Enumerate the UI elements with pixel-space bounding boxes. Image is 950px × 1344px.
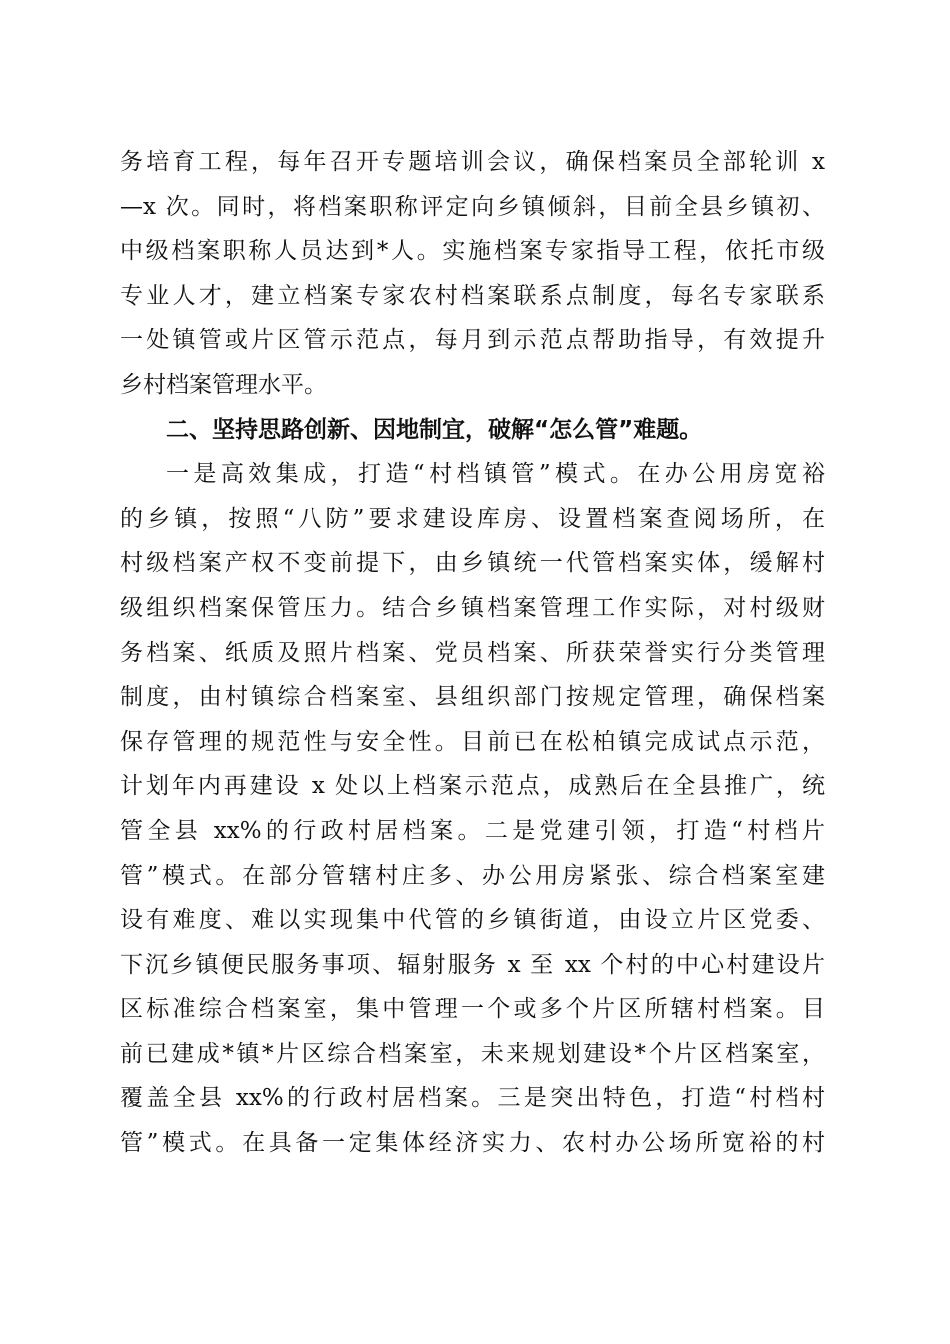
text-line: 计划年内再建设 x 处以上档案示范点，成熟后在全县推广，统 [120, 773, 825, 800]
text-line: 一处镇管或片区管示范点，每月到示范点帮助指导，有效提升 [120, 327, 825, 354]
text-line: 中级档案职称人员达到*人。实施档案专家指导工程，依托市级 [120, 238, 825, 265]
paragraph-management-models [120, 452, 825, 1166]
text-line: 保存管理的规范性与安全性。目前已在松柏镇完成试点示范， [120, 728, 825, 755]
text-line: 专业人才，建立档案专家农村档案联系点制度，每名专家联系 [120, 282, 825, 309]
text-line: 制度，由村镇综合档案室、县组织部门按规定管理，确保档案 [120, 684, 825, 711]
text-line: 级组织档案保管压力。结合乡镇档案管理工作实际，对村级财 [120, 594, 825, 621]
text-line: 务培育工程，每年召开专题培训会议，确保档案员全部轮训 x [120, 149, 825, 175]
document-body [120, 140, 825, 1166]
text-line: 管全县 xx%的行政村居档案。二是党建引领，打造“村档片 [120, 817, 825, 844]
text-line: 下沉乡镇便民服务事项、辐射服务 x 至 xx 个村的中心村建设片 [120, 951, 825, 978]
text-line: 管”模式。在部分管辖村庄多、办公用房紧张、综合档案室建 [120, 862, 825, 889]
text-line: 覆盖全县 xx%的行政村居档案。三是突出特色，打造“村档村 [120, 1085, 825, 1112]
text-line: 务档案、纸质及照片档案、党员档案、所获荣誉实行分类管理 [120, 639, 825, 666]
text-line: 设有难度、难以实现集中代管的乡镇街道，由设立片区党委、 [120, 907, 825, 934]
section-heading: 二、坚持思路创新、因地制宜，破解“怎么管”难题。 [166, 416, 703, 443]
text-line: 一是高效集成，打造“村档镇管”模式。在办公用房宽裕 [166, 461, 825, 488]
text-line: —x 次。同时，将档案职称评定向乡镇倾斜，目前全县乡镇初、 [120, 193, 825, 220]
paragraph-training [120, 140, 825, 408]
text-line: 前已建成*镇*片区综合档案室，未来规划建设*个片区档案室， [120, 1040, 825, 1067]
text-line: 区标准综合档案室，集中管理一个或多个片区所辖村档案。目 [120, 996, 825, 1023]
text-line: 乡村档案管理水平。 [120, 371, 327, 398]
text-line: 的乡镇，按照“八防”要求建设库房、设置档案查阅场所，在 [120, 505, 825, 532]
text-line: 村级档案产权不变前提下，由乡镇统一代管档案实体，缓解村 [120, 550, 825, 577]
text-line: 管”模式。在具备一定集体经济实力、农村办公场所宽裕的村 [120, 1130, 825, 1157]
